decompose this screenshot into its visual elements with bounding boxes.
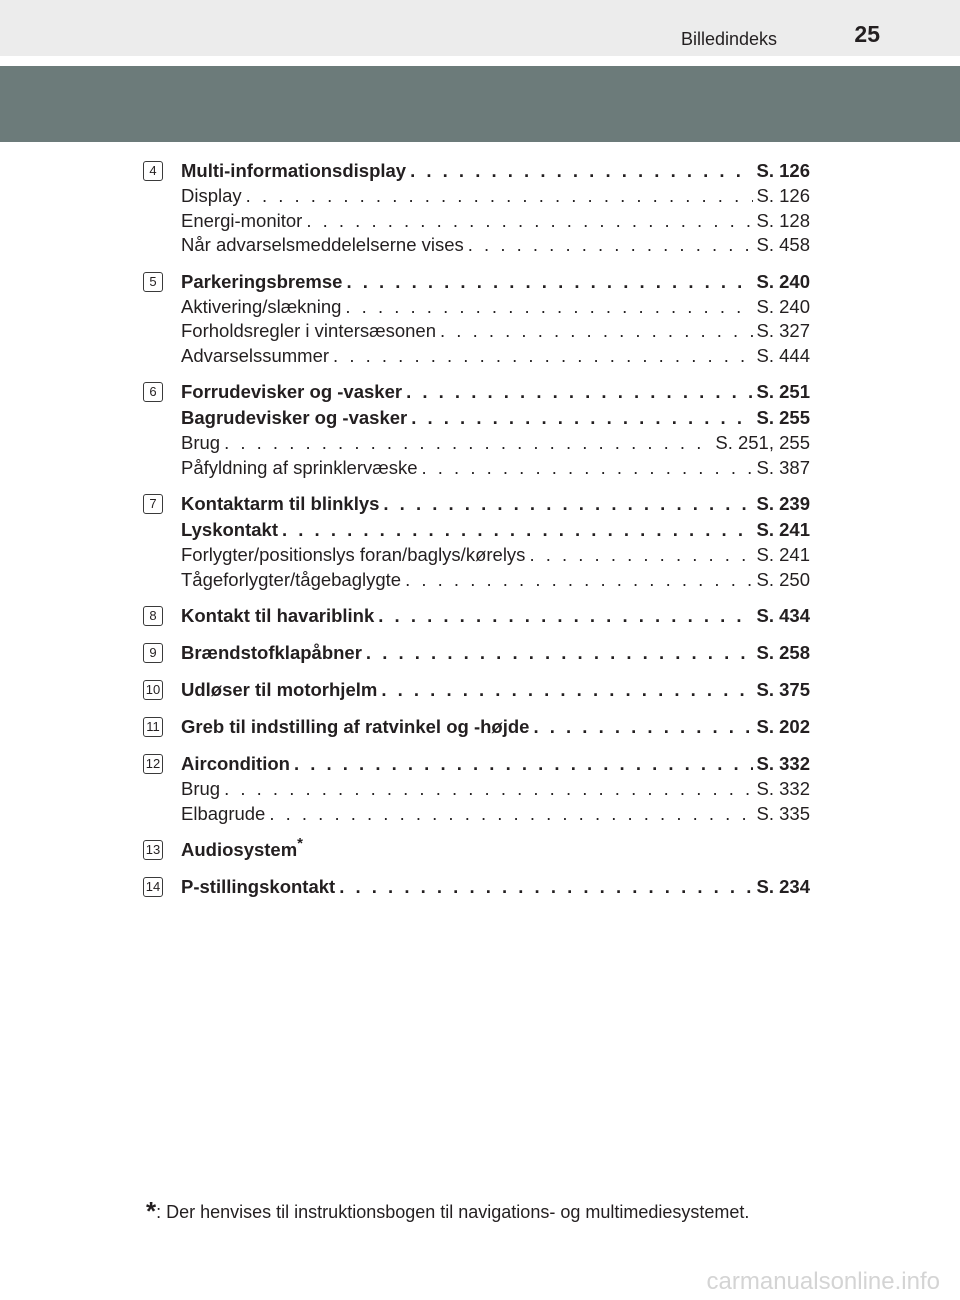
dot-leader — [378, 603, 752, 629]
index-entry-sub — [181, 568, 810, 593]
index-entry-main — [181, 269, 810, 295]
index-entry-sub — [181, 802, 810, 827]
index-entry-main — [181, 517, 810, 543]
item-number-badge: 4 — [143, 161, 163, 181]
entry-label — [181, 431, 220, 456]
index-entry-sub — [181, 209, 810, 234]
page-reference: S. 251 — [756, 381, 810, 402]
page-reference: S. 335 — [756, 802, 810, 824]
index-entry-sub — [181, 431, 810, 456]
index-entry-main — [181, 640, 810, 666]
index-entry-main — [181, 714, 810, 740]
dot-leader — [345, 295, 752, 320]
index-entry-sub — [181, 184, 810, 209]
entry-label — [181, 543, 525, 568]
entry-label-text: Energi-monitor — [181, 209, 303, 231]
index-group — [143, 714, 810, 740]
dot-leader — [346, 269, 752, 295]
page-reference: S. 327 — [756, 320, 810, 341]
footnote-text: : Der henvises til instruktionsbogen til navigations- og multimediesystemet. — [156, 1202, 750, 1222]
index-entry-main — [181, 491, 810, 517]
entry-label-text: Multi-informationsdisplay — [181, 160, 407, 181]
entry-label — [181, 379, 402, 405]
entry-label-text: Kontaktarm til blinklys — [181, 493, 380, 514]
entry-label-text: Tågeforlygter/tågebaglygte — [181, 568, 402, 590]
item-number-badge: 9 — [143, 643, 163, 663]
entry-label-text: Brændstofklapåbner — [181, 642, 362, 663]
index-group — [143, 379, 810, 480]
dot-leader — [224, 777, 752, 802]
page-reference: S. 250 — [756, 568, 810, 590]
entry-label-text: Greb til indstilling af ratvinkel og -højde — [181, 716, 530, 737]
entry-label — [181, 405, 407, 431]
page-reference: S. 434 — [756, 605, 810, 626]
page-reference: S. 239 — [756, 493, 810, 514]
dot-leader — [282, 517, 753, 543]
entry-label — [181, 640, 362, 666]
dot-leader — [422, 456, 753, 481]
entry-label — [181, 714, 529, 740]
entry-label — [181, 837, 303, 863]
dot-leader — [406, 379, 752, 405]
section-title: Billedindeks — [680, 29, 777, 49]
entry-label — [181, 603, 374, 629]
dot-leader — [529, 543, 752, 568]
page-reference: S. 458 — [756, 234, 810, 255]
item-number-badge: 13 — [143, 840, 163, 860]
gray-header-band — [0, 66, 960, 142]
entry-label — [181, 456, 418, 481]
entry-label-text: Audiosystem — [181, 839, 298, 860]
page-reference: S. 240 — [756, 270, 810, 292]
dot-leader — [294, 751, 753, 777]
entry-label — [181, 874, 335, 900]
dot-leader — [306, 209, 752, 234]
dot-leader — [405, 568, 752, 593]
page-reference: S. 332 — [756, 753, 810, 774]
index-entry-sub — [181, 233, 810, 258]
index-entry-main — [181, 874, 810, 900]
entry-label-text: P-stillingskontakt — [181, 876, 336, 897]
index-group — [143, 751, 810, 826]
entry-label-text: Advarselssummer — [181, 344, 330, 366]
item-number-badge: 11 — [143, 717, 163, 737]
page-number: 25 — [854, 21, 880, 47]
index-entry-main — [181, 379, 810, 405]
page-reference: S. 255 — [756, 407, 810, 428]
index-group — [143, 837, 810, 863]
index-group — [143, 874, 810, 900]
dot-leader — [269, 802, 752, 827]
page-reference: S. 241 — [756, 544, 810, 565]
dot-leader — [533, 714, 752, 740]
item-number-badge: 5 — [143, 272, 163, 292]
item-number-badge: 12 — [143, 754, 163, 774]
index-entry-main — [181, 837, 810, 863]
index-group — [143, 603, 810, 629]
entry-label — [181, 677, 377, 703]
item-number-badge: 8 — [143, 606, 163, 626]
dot-leader — [468, 233, 753, 258]
entry-label-text: Når advarselsmeddelelserne vises — [181, 234, 464, 255]
index-entry-sub — [181, 777, 810, 802]
entry-label-text: Forlygter/positionslys foran/baglys/kørelys — [181, 544, 526, 565]
dot-leader — [383, 491, 752, 517]
index-entry-main — [181, 405, 810, 431]
page-reference: S. 128 — [756, 209, 810, 231]
index-entry-main — [181, 751, 810, 777]
page-reference: S. 126 — [756, 160, 810, 181]
entry-label-text: Display — [181, 185, 242, 206]
page-reference: S. 387 — [756, 456, 810, 478]
page-reference: S. 332 — [756, 778, 810, 799]
entry-label-text: Forholdsregler i vintersæsonen — [181, 320, 437, 341]
dot-leader — [224, 431, 711, 456]
entry-label — [181, 184, 242, 209]
entry-label — [181, 269, 342, 295]
watermark: carmanualsonline.info — [706, 1268, 940, 1295]
page-header — [0, 0, 960, 56]
entry-label — [181, 233, 464, 258]
entry-label — [181, 158, 406, 184]
entry-label-text: Lyskontakt — [181, 519, 278, 540]
index-group — [143, 640, 810, 666]
entry-label — [181, 209, 302, 234]
dot-leader — [339, 874, 752, 900]
page-reference: S. 251, 255 — [715, 432, 810, 453]
dot-leader — [246, 184, 753, 209]
index-entry-sub — [181, 543, 810, 568]
index-entry-main — [181, 677, 810, 703]
page-reference: S. 444 — [756, 344, 810, 366]
entry-label — [181, 802, 265, 827]
index-group — [143, 269, 810, 369]
page-reference: S. 240 — [756, 295, 810, 317]
footnote-ref: * — [297, 835, 304, 852]
footnote — [146, 1196, 749, 1227]
page-reference: S. 234 — [756, 876, 810, 897]
index-entry-main — [181, 603, 810, 629]
entry-label — [181, 344, 329, 369]
entry-label-text: Aktivering/slækning — [181, 295, 342, 317]
entry-label — [181, 517, 278, 543]
dot-leader — [333, 344, 752, 369]
page-reference: S. 202 — [756, 716, 810, 737]
dot-leader — [410, 158, 752, 184]
entry-label — [181, 568, 401, 593]
page-reference: S. 258 — [756, 642, 810, 663]
entry-label — [181, 491, 379, 517]
entry-label-text: Forrudevisker og -vasker — [181, 381, 403, 402]
entry-label-text: Brug — [181, 778, 221, 799]
index-entry-sub — [181, 319, 810, 344]
entry-label — [181, 319, 436, 344]
entry-label-text: Elbagrude — [181, 802, 266, 824]
item-number-badge: 14 — [143, 877, 163, 897]
index-group — [143, 158, 810, 258]
entry-label-text: Parkeringsbremse — [181, 270, 343, 292]
entry-label — [181, 777, 220, 802]
dot-leader — [411, 405, 752, 431]
page-reference: S. 241 — [756, 519, 810, 540]
entry-label — [181, 751, 290, 777]
page-reference: S. 375 — [756, 679, 810, 700]
index-entry-main — [181, 158, 810, 184]
entry-label-text: Kontakt til havariblink — [181, 605, 375, 626]
entry-label — [181, 295, 341, 320]
item-number-badge: 7 — [143, 494, 163, 514]
index-entry-sub — [181, 344, 810, 369]
entry-label-text: Brug — [181, 432, 221, 453]
item-number-badge: 10 — [143, 680, 163, 700]
dot-leader — [381, 677, 752, 703]
index-entries — [143, 158, 810, 911]
entry-label-text: Udløser til motorhjelm — [181, 679, 378, 700]
item-number-badge: 6 — [143, 382, 163, 402]
entry-label-text: Påfyldning af sprinklervæske — [181, 456, 418, 478]
index-entry-sub — [181, 456, 810, 481]
entry-label-text: Aircondition — [181, 753, 290, 774]
index-group — [143, 491, 810, 592]
entry-label-text: Bagrudevisker og -vasker — [181, 407, 408, 428]
index-entry-sub — [181, 295, 810, 320]
index-group — [143, 677, 810, 703]
footnote-marker: * — [146, 1196, 157, 1226]
page-reference: S. 126 — [756, 185, 810, 206]
dot-leader — [440, 319, 752, 344]
dot-leader — [366, 640, 753, 666]
